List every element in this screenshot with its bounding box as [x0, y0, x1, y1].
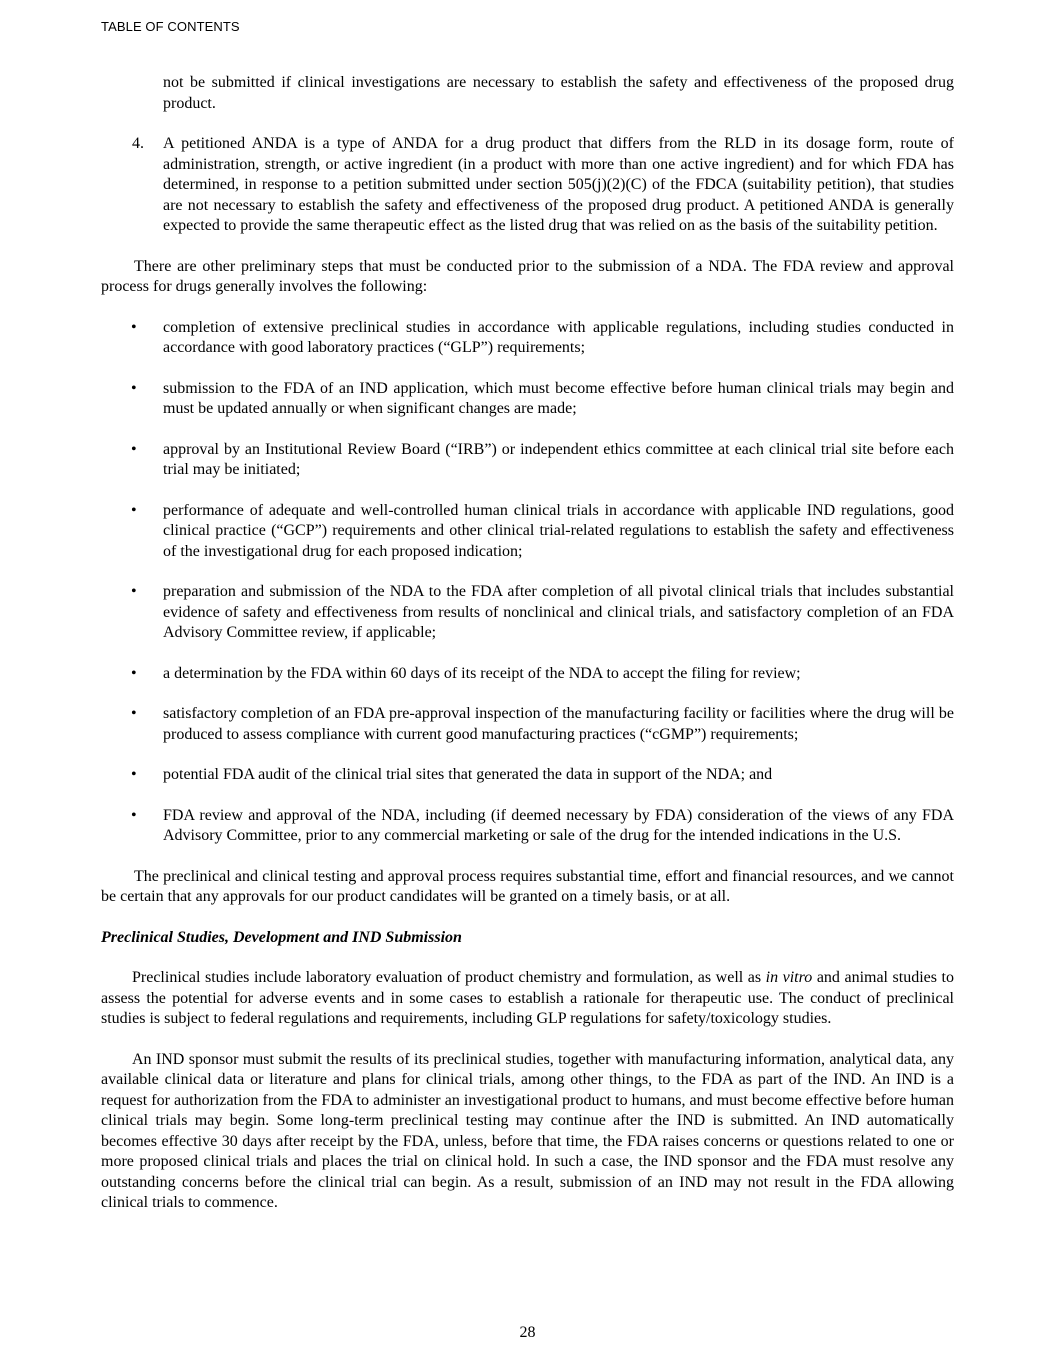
numbered-item-text: A petitioned ANDA is a type of ANDA for a drug product that differs from the RLD in its dosage form, route of administration, strength, or active ingredient (in a product with more than one active ingredient) and for which FDA has determined, in response to a petition submitted under section 505(j)(2)(C) of the FDCA (suitability petition), that studies are not necessary to establish the safety and effectiveness of the proposed drug product. A petitioned ANDA is generally expected to provide the same therapeutic effect as the listed drug that was relied on as the basis of the suitability petition.: [163, 135, 954, 234]
ind-sponsor-paragraph: An IND sponsor must submit the results of its preclinical studies, together with manufacturing information, analytical data, any available clinical data or literature and plans for clinical trials, among other things, to the FDA as part of the IND. An IND is a request for authorization from the FDA to administer an investigational product to humans, and must become effective before human clinical trials may begin. Some long-term preclinical testing may continue after the IND is submitted. An IND automatically becomes effective 30 days after receipt by the FDA, unless, before that time, the FDA raises concerns or questions related to one or more proposed clinical trials and places the trial on clinical hold. In such a case, the IND sponsor and the FDA must resolve any outstanding concerns before the clinical trial can begin. As a result, submission of an IND may not result in the FDA allowing clinical trials to commence.: [101, 1050, 954, 1211]
list-item-text: completion of extensive preclinical studies in accordance with applicable regulations, including studies conducted in accordance with good laboratory practices (“GLP”) requirements;: [163, 318, 954, 356]
list-item: [101, 704, 954, 745]
preclinical-text-end: and animal studies to assess the potential for adverse events and in some cases to establish a rationale for therapeutic use. The conduct of preclinical studies is subject to federal regulations and requirements, including GLP regulations for safety/toxicology studies.: [101, 969, 954, 1027]
numbered-item-4: [101, 134, 954, 237]
preclinical-paragraph: [101, 968, 954, 1030]
bullet-marker: •: [131, 379, 137, 397]
table-of-contents-link[interactable]: TABLE OF CONTENTS: [101, 19, 240, 34]
list-item: [101, 664, 954, 685]
list-item-text: satisfactory completion of an FDA pre-approval inspection of the manufacturing facility or facilities where the drug will be produced to assess compliance with current good manufacturing practices (“cGMP”) requirements;: [163, 705, 954, 743]
closing-paragraph: The preclinical and clinical testing and approval process requires substantial time, effort and financial resources, and we cannot be certain that any approvals for our product candidates will be granted on a timely basis, or at all.: [101, 867, 954, 905]
bullet-marker: •: [131, 318, 137, 336]
document-body: [101, 73, 954, 1214]
list-item-text: performance of adequate and well-controlled human clinical trials in accordance with applicable IND regulations, good clinical practice (“GCP”) requirements and other clinical trial-related regulations to establish the safety and effectiveness of the investigational drug for each proposed indication;: [163, 501, 954, 560]
list-item-text: potential FDA audit of the clinical trial sites that generated the data in support of the NDA; and: [163, 766, 773, 783]
bullet-marker: •: [131, 583, 137, 600]
bullet-marker: •: [131, 664, 137, 682]
list-item: [101, 440, 954, 481]
intro-paragraph: There are other preliminary steps that must be conducted prior to the submission of a NDA. The FDA review and approval process for drugs generally involves the following:: [101, 257, 954, 295]
list-item-text: a determination by the FDA within 60 days of its receipt of the NDA to accept the filing for review;: [163, 664, 801, 682]
continuation-paragraph: not be submitted if clinical investigations are necessary to establish the safety and effectiveness of the proposed drug product.: [163, 74, 954, 112]
list-item: [101, 806, 954, 847]
list-item: [101, 379, 954, 420]
section-heading: Preclinical Studies, Development and IND Submission: [101, 928, 462, 946]
in-vitro-term: in vitro: [765, 969, 813, 986]
bullet-marker: •: [131, 806, 137, 824]
list-item: [101, 582, 954, 644]
bullet-marker: •: [131, 766, 137, 783]
page-number: 28: [519, 1324, 536, 1341]
bullet-marker: •: [131, 501, 137, 519]
list-item-text: submission to the FDA of an IND application, which must become effective before human clinical trials may begin and must be updated annually or when significant changes are made;: [163, 379, 954, 417]
list-item-text: preparation and submission of the NDA to the FDA after completion of all pivotal clinical trials that includes substantial evidence of safety and effectiveness from results of nonclinical and clinical trials, and satisfactory completion of an FDA Advisory Committee review, if applicable;: [163, 583, 954, 641]
list-item-text: approval by an Institutional Review Board (“IRB”) or independent ethics committee at each clinical trial site before each trial may be initiated;: [163, 440, 954, 478]
item-number: 4.: [132, 135, 144, 152]
list-item-text: FDA review and approval of the NDA, including (if deemed necessary by FDA) consideration of the views of any FDA Advisory Committee, prior to any commercial marketing or sale of the drug for the intended indications in the U.S.: [163, 806, 954, 844]
list-item: [101, 501, 954, 563]
bullet-marker: •: [131, 440, 137, 458]
approval-steps-list: [101, 318, 954, 847]
bullet-marker: •: [131, 705, 137, 722]
preclinical-text-start: Preclinical studies include laboratory evaluation of product chemistry and formulation, as well as: [132, 969, 766, 986]
list-item: [101, 765, 954, 786]
list-item: [101, 318, 954, 359]
